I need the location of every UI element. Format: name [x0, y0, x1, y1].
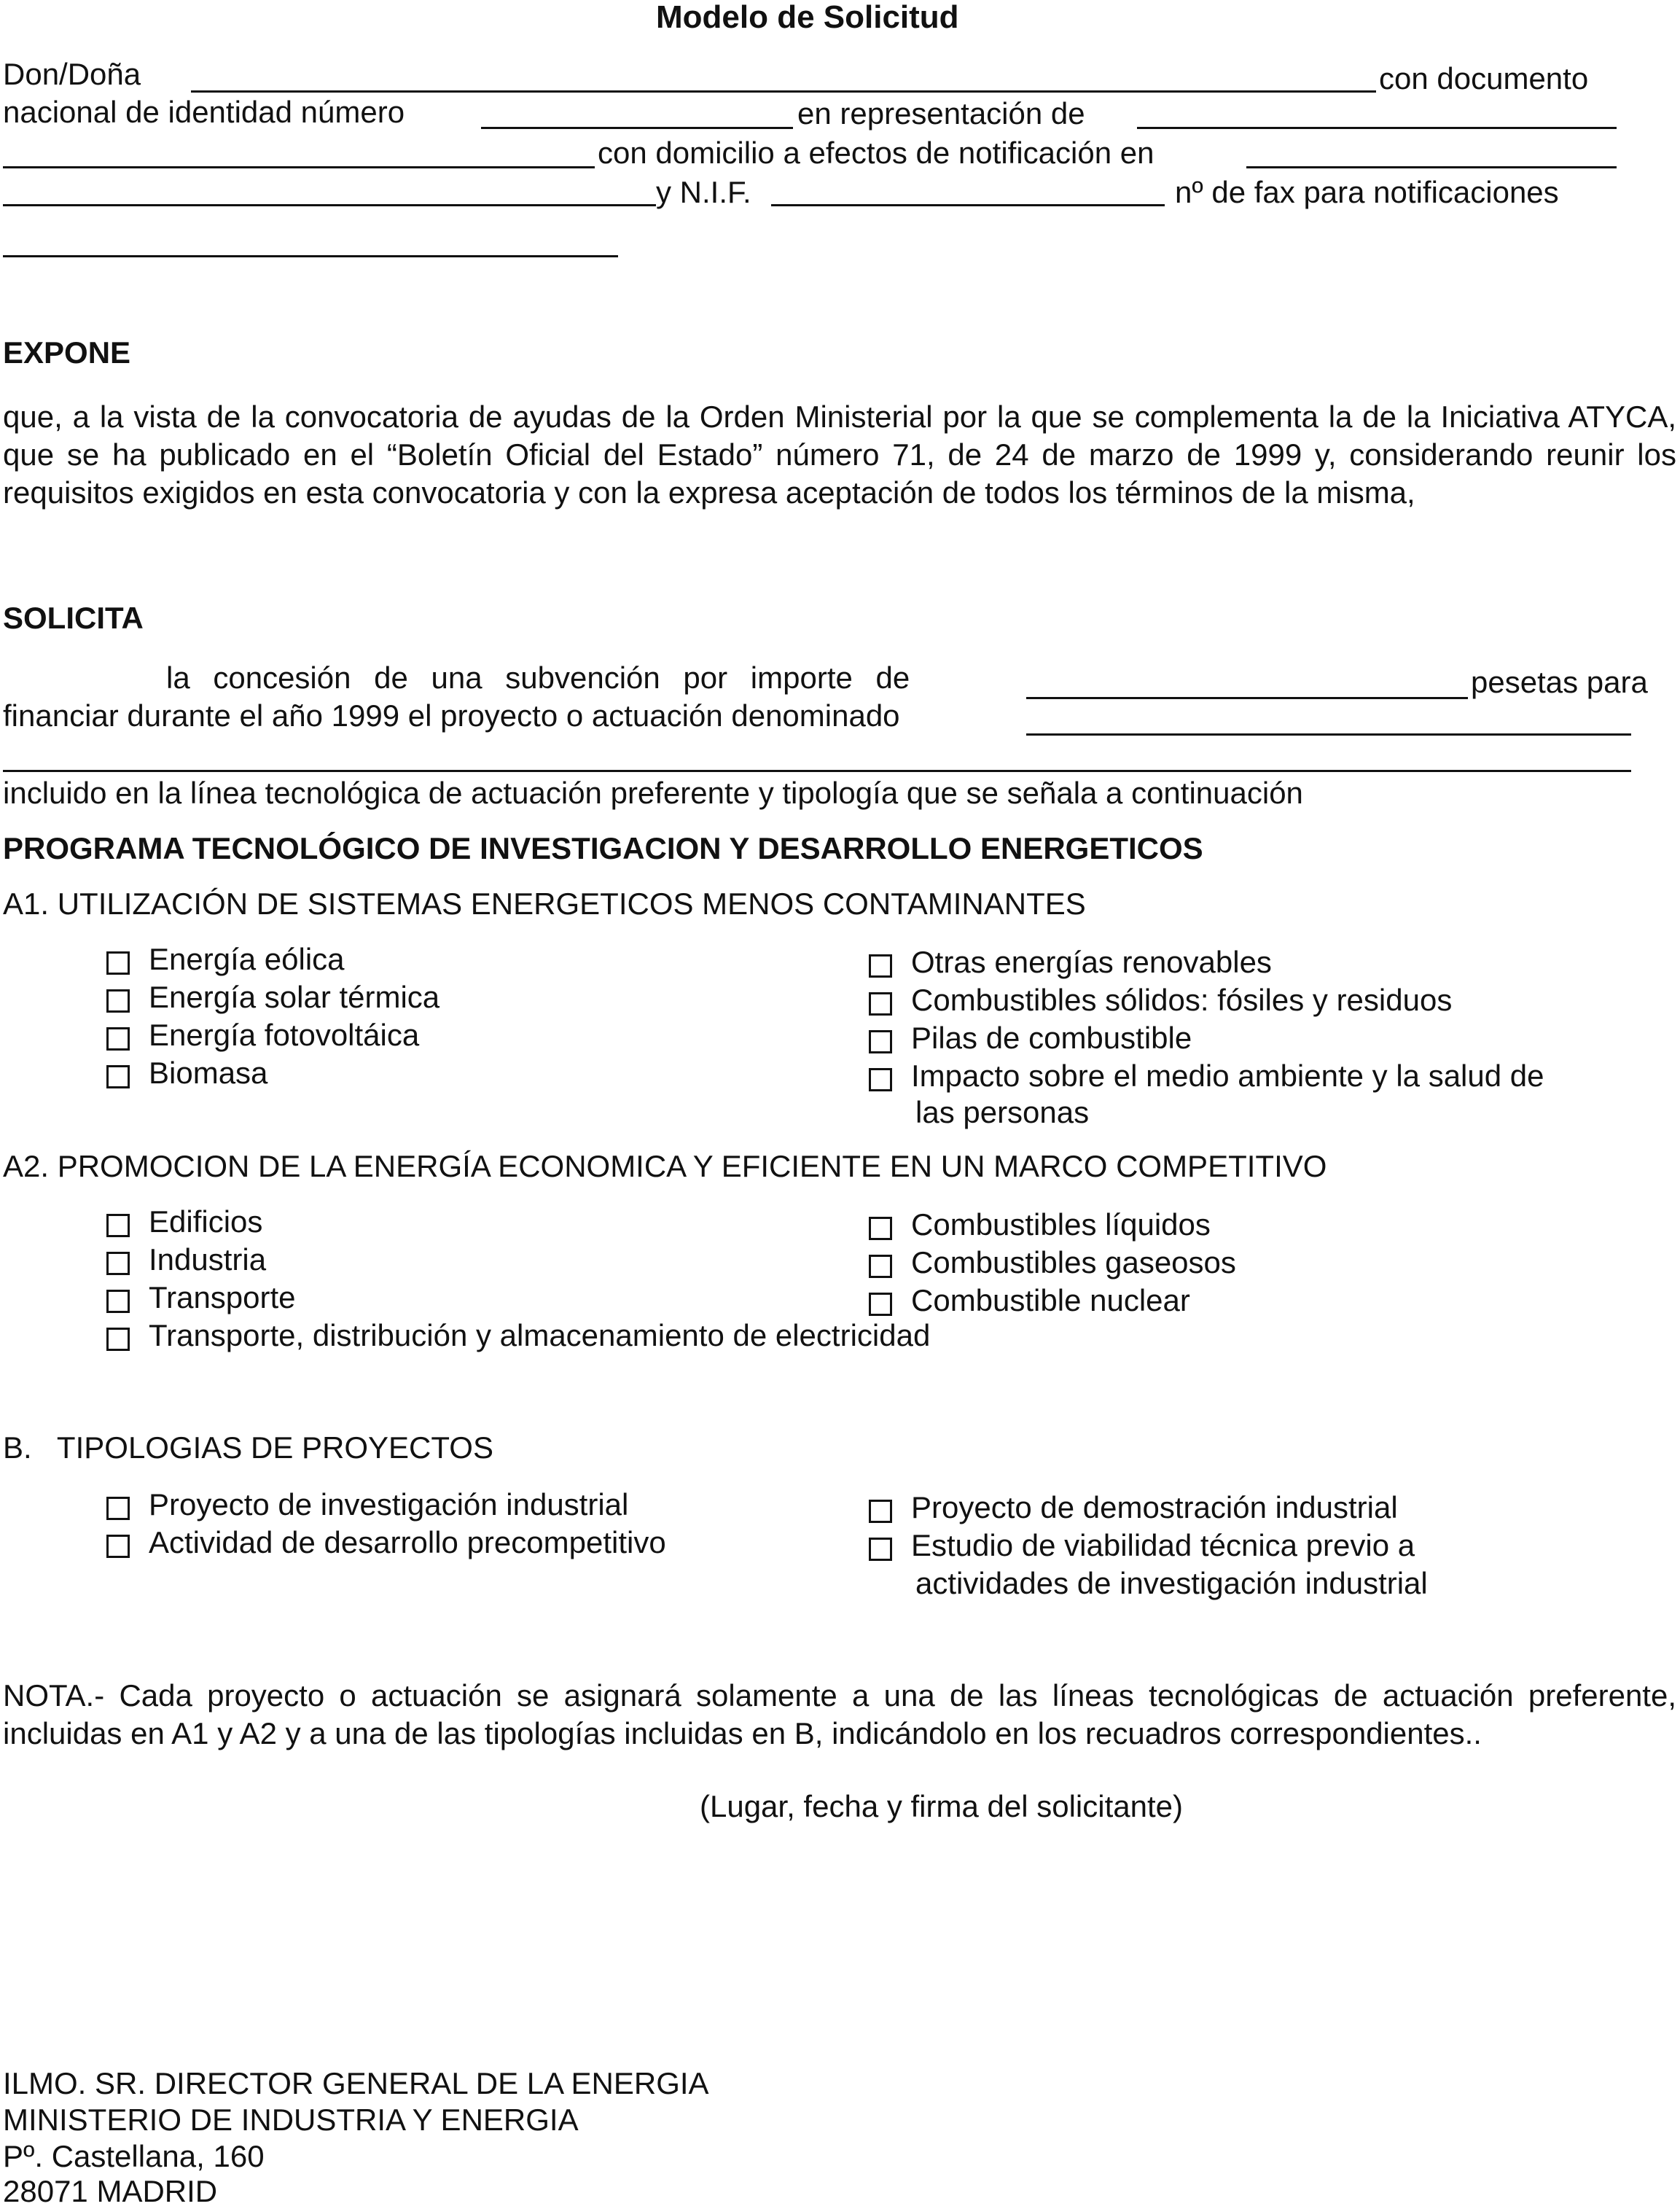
- b-left-item: Proyecto de investigación industrial: [149, 1487, 629, 1522]
- checkbox-energia-fotovoltaica[interactable]: [106, 1027, 130, 1051]
- checkbox-desarrollo-precompetitivo[interactable]: [106, 1535, 130, 1558]
- name-field[interactable]: [191, 90, 1376, 93]
- checkbox-combustibles-solidos[interactable]: [869, 992, 892, 1016]
- don-dona-label: Don/Doña: [3, 57, 141, 91]
- a1-left-item: Energía solar térmica: [149, 980, 440, 1014]
- dni-field[interactable]: [481, 127, 793, 129]
- checkbox-impacto-medio-ambiente[interactable]: [869, 1068, 892, 1091]
- dni-label: nacional de identidad número: [3, 95, 405, 129]
- firma-label: (Lugar, fecha y firma del solicitante): [700, 1789, 1183, 1823]
- checkbox-combustible-nuclear[interactable]: [869, 1293, 892, 1316]
- expone-heading: EXPONE: [3, 335, 131, 370]
- b-heading: B. TIPOLOGIAS DE PROYECTOS: [3, 1430, 493, 1465]
- domicilio-label: con domicilio a efectos de notificación en: [598, 136, 1154, 170]
- proyecto-field-cont[interactable]: [3, 770, 1631, 772]
- a1-left-item: Energía eólica: [149, 942, 345, 976]
- importe-field[interactable]: [1026, 697, 1468, 699]
- a1-left-item: Energía fotovoltáica: [149, 1018, 420, 1052]
- representacion-field[interactable]: [1137, 127, 1617, 129]
- checkbox-pilas-de-combustible[interactable]: [869, 1030, 892, 1053]
- a2-right-item: Combustible nuclear: [911, 1283, 1190, 1317]
- checkbox-combustibles-gaseosos[interactable]: [869, 1255, 892, 1278]
- solicita-heading: SOLICITA: [3, 601, 144, 635]
- a1-right-item: Impacto sobre el medio ambiente y la salud de: [911, 1059, 1544, 1093]
- destinatario-line: Pº. Castellana, 160: [3, 2139, 265, 2173]
- checkbox-combustibles-liquidos[interactable]: [869, 1217, 892, 1240]
- a1-right-item: Pilas de combustible: [911, 1021, 1192, 1055]
- b-left-item: Actividad de desarrollo precompetitivo: [149, 1525, 666, 1559]
- checkbox-investigacion-industrial[interactable]: [106, 1497, 130, 1520]
- con-documento-label: con documento: [1379, 61, 1589, 96]
- a2-left-item: Edificios: [149, 1204, 263, 1239]
- solicita-line2: financiar durante el año 1999 el proyecto o actuación denominado: [3, 698, 900, 733]
- a2-heading: A2. PROMOCION DE LA ENERGÍA ECONOMICA Y EFICIENTE EN UN MARCO COMPETITIVO: [3, 1149, 1327, 1183]
- a1-right-item: Otras energías renovables: [911, 945, 1272, 979]
- destinatario-line: 28071 MADRID: [3, 2174, 218, 2208]
- representacion-field-cont[interactable]: [3, 166, 595, 168]
- domicilio-field[interactable]: [1246, 166, 1617, 168]
- proyecto-field[interactable]: [1026, 733, 1631, 736]
- fax-field[interactable]: [3, 255, 618, 257]
- checkbox-transporte[interactable]: [106, 1290, 130, 1313]
- representacion-label: en representación de: [797, 96, 1085, 130]
- nif-label: y N.I.F.: [656, 175, 751, 209]
- b-right-item: Estudio de viabilidad técnica previo a: [911, 1528, 1415, 1562]
- a1-heading: A1. UTILIZACIÓN DE SISTEMAS ENERGETICOS MENOS CONTAMINANTES: [3, 887, 1086, 921]
- a1-left-item: Biomasa: [149, 1056, 268, 1090]
- a1-right-item-cont: las personas: [915, 1095, 1090, 1129]
- a2-right-item: Combustibles gaseosos: [911, 1245, 1236, 1279]
- checkbox-biomasa[interactable]: [106, 1065, 130, 1088]
- domicilio-field-cont[interactable]: [3, 204, 656, 206]
- a2-left-item: Industria: [149, 1242, 267, 1277]
- a2-right-item: Combustibles líquidos: [911, 1207, 1211, 1242]
- checkbox-energia-eolica[interactable]: [106, 951, 130, 975]
- fax-label: nº de fax para notificaciones: [1175, 175, 1559, 209]
- solicita-line1: la concesión de una subvención por importe de: [166, 661, 910, 695]
- destinatario-line: MINISTERIO DE INDUSTRIA Y ENERGIA: [3, 2103, 579, 2137]
- a1-right-item: Combustibles sólidos: fósiles y residuos: [911, 983, 1453, 1017]
- checkbox-industria[interactable]: [106, 1252, 130, 1275]
- a2-left-item: Transporte: [149, 1280, 296, 1314]
- nota-text: NOTA.- Cada proyecto o actuación se asignará solamente a una de las líneas tecnológicas de actuación preferente, incluidas en A1 y A2 y a una de las tipologías incluidas en B, indicándolo en los recuadros correspondientes..: [3, 1678, 1676, 1750]
- checkbox-edificios[interactable]: [106, 1214, 130, 1237]
- pesetas-label: pesetas para: [1471, 665, 1648, 699]
- destinatario-line: ILMO. SR. DIRECTOR GENERAL DE LA ENERGIA: [3, 2066, 709, 2100]
- checkbox-otras-energias-renovables[interactable]: [869, 954, 892, 978]
- nif-field[interactable]: [771, 204, 1165, 206]
- checkbox-demostracion-industrial[interactable]: [869, 1500, 892, 1523]
- programa-heading: PROGRAMA TECNOLÓGICO DE INVESTIGACION Y DESARROLLO ENERGETICOS: [3, 831, 1203, 865]
- a2-full-item: Transporte, distribución y almacenamiento de electricidad: [149, 1318, 931, 1352]
- page-title: Modelo de Solicitud: [656, 0, 959, 35]
- checkbox-energia-solar-termica[interactable]: [106, 989, 130, 1013]
- b-right-item: Proyecto de demostración industrial: [911, 1490, 1398, 1524]
- expone-text: que, a la vista de la convocatoria de ayudas de la Orden Ministerial por la que se complementa la de la Iniciativa ATYCA, que se ha publicado en el “Boletín Oficial del Estado” número 71, de 24 de marzo de 1999 y, considerando reunir los requisitos exigidos en esta convocatoria y con la expresa aceptación de todos los términos de la misma,: [3, 400, 1676, 510]
- b-right-item-cont: actividades de investigación industrial: [915, 1566, 1428, 1600]
- checkbox-transporte-electricidad[interactable]: [106, 1328, 130, 1351]
- solicita-line3: incluido en la línea tecnológica de actuación preferente y tipología que se señala a continuación: [3, 776, 1303, 810]
- checkbox-estudio-viabilidad[interactable]: [869, 1538, 892, 1561]
